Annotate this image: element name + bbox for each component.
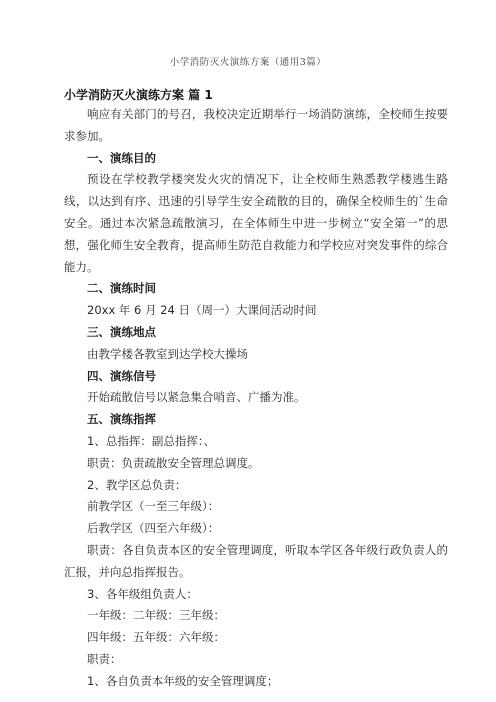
command-line: 一年级：二年级：三年级：	[87, 608, 225, 623]
command-line: 2、教学区总负责：	[87, 477, 187, 492]
section-heading-purpose: 一、演练目的	[87, 150, 156, 165]
signal-text: 开始疏散信号以紧急集合哨音、广播为准。	[87, 390, 306, 405]
document-title: 小学消防灭火演练方案 篇 1	[64, 88, 213, 102]
section-heading-signal: 四、演练信号	[87, 368, 156, 383]
command-line: 职责：	[87, 651, 122, 666]
time-text: 20xx 年 6 月 24 日（周一）大课间活动时间	[87, 303, 317, 318]
command-line: 前教学区（一至三年级）：	[87, 499, 220, 514]
section-heading-time: 二、演练时间	[87, 281, 156, 296]
section-heading-command: 五、演练指挥	[87, 412, 156, 427]
purpose-paragraph: 预设在学校教学楼突发火灾的情况下，让全校师生熟悉教学楼逃生路线，以达到有序、迅速的引导学生安全疏散的目的，确保全校师生的`生命安全。通过本次紧急疏散演习，在全体师生中进一步树立“安全第一”的思想，强化师生安全教育，提高师生防范自救能力和学校应对突发事件的综合能力。	[64, 172, 448, 274]
command-line: 职责：负责疏散安全管理总调度。	[87, 455, 260, 470]
command-line: 后教学区（四至六年级）：	[87, 521, 220, 536]
command-line: 3、各年级组负责人：	[87, 586, 198, 601]
command-line: 1、各自负责本年级的安全管理调度；	[87, 673, 279, 688]
intro-paragraph: 响应有关部门的号召，我校决定近期举行一场消防演练，全校师生按要求参加。	[64, 107, 448, 143]
document-body	[64, 86, 448, 693]
command-line: 1、总指挥：副总指挥：、	[87, 433, 216, 448]
district-duty-paragraph: 职责：各自负责本区的安全管理调度，听取本学区各年级行政负责人的汇报，并向总指挥报告。	[64, 542, 448, 579]
section-heading-location: 三、演练地点	[87, 324, 156, 339]
running-header: 小学消防灭火演练方案（通用3篇）	[169, 57, 327, 68]
command-line: 四年级：五年级：六年级：	[87, 630, 225, 645]
location-text: 由教学楼各教室到达学校大操场	[87, 346, 248, 361]
